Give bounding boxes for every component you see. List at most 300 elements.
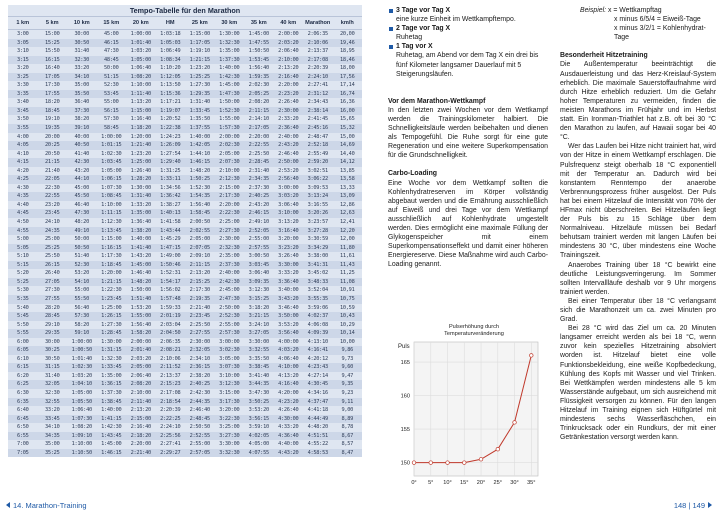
table-cell: 4:06:08	[307, 321, 328, 328]
table-cell: 1:23:20	[130, 150, 151, 157]
table-cell: 1:57:30	[215, 124, 245, 133]
data-point	[479, 457, 483, 461]
table-cell: 24:35	[38, 227, 68, 236]
y-tick-label: 155	[400, 427, 410, 434]
table-cell: 1:53:20	[130, 304, 151, 311]
table-cell: 4:10	[16, 150, 29, 157]
table-cell: 1:09:10	[67, 432, 97, 441]
table-cell: 17:55	[38, 90, 68, 99]
table-cell: 1:35:00	[126, 209, 156, 218]
table-cell: 23:20	[45, 201, 60, 208]
table-cell: 1:42:05	[185, 141, 215, 150]
table-cell: 2:53:20	[278, 167, 299, 174]
table-row	[8, 312, 362, 321]
table-cell: 3:00:00	[278, 184, 299, 191]
table-cell: 2:55:49	[307, 150, 328, 157]
table-cell: 3:12:30	[215, 380, 245, 389]
table-cell: 1:30:00	[219, 31, 240, 37]
table-cell: 1:18:20	[126, 124, 156, 133]
table-cell: 1:40:00	[130, 236, 151, 243]
table-cell: 3:25	[8, 73, 38, 82]
x-tick-label: 25°	[493, 480, 503, 486]
table-cell: 52:30	[104, 82, 119, 89]
table-cell: 1:13:45	[97, 227, 127, 236]
table-cell: 18,46	[333, 56, 363, 65]
table-cell: 5:50	[16, 321, 29, 328]
table-cell: 2:23:45	[185, 312, 215, 321]
table-cell: 6:15	[8, 363, 38, 372]
table-cell: 1:55:00	[219, 116, 240, 123]
table-cell: 4:58:53	[303, 449, 333, 458]
table-row	[8, 269, 362, 278]
table-cell: 1:17:21	[160, 99, 181, 106]
arrow-right-icon	[708, 502, 712, 508]
table-cell: 4:23:20	[274, 398, 304, 407]
table-row	[8, 201, 362, 210]
table-cell: 1:31:40	[189, 99, 210, 106]
table-cell: 1:40:00	[189, 133, 210, 140]
table-cell: 58:45	[97, 124, 127, 133]
section-title-carbo: Carbo-Loading	[388, 170, 437, 178]
table-cell: 1:35:00	[219, 48, 240, 55]
table-row	[8, 244, 362, 253]
bullet-head: 1 Tag vor X	[396, 43, 433, 51]
table-cell: 1:42:30	[215, 73, 245, 82]
table-cell: 32:30	[67, 56, 97, 65]
table-cell: 1:05:03	[156, 39, 186, 48]
table-cell: 4:55:22	[307, 441, 328, 448]
pulse-temperature-chart	[388, 318, 550, 490]
table-row	[8, 355, 362, 364]
table-cell: 4:44:49	[303, 415, 333, 424]
table-cell: 7:05	[8, 449, 38, 458]
table-cell: 2:20:00	[219, 201, 240, 208]
table-row	[8, 304, 362, 313]
table-row	[8, 124, 362, 133]
table-cell: 2:50:00	[274, 158, 304, 167]
table-cell: 1:13:50	[160, 82, 181, 89]
table-cell: 3:41:31	[303, 261, 333, 270]
table-cell: 2:00:00	[130, 338, 151, 345]
table-cell: 1:56:02	[160, 287, 181, 294]
table-row	[8, 372, 362, 381]
table-cell: 48:45	[97, 56, 127, 65]
table-cell: 1:36:42	[156, 192, 186, 201]
table-cell: 2:46:40	[278, 150, 299, 157]
table-cell: 2:52:55	[185, 432, 215, 441]
table-cell: 1:13:20	[130, 99, 151, 106]
table-cell: 4:55	[8, 227, 38, 236]
table-cell: 2:09:10	[189, 253, 210, 260]
table-cell: 2:46:40	[189, 407, 210, 414]
table-cell: 17:05	[38, 73, 68, 82]
table-cell: 6:20	[16, 372, 29, 379]
table-cell: 2:36:40	[274, 124, 304, 133]
tempo-table	[8, 5, 362, 457]
table-cell: 29:35	[38, 329, 68, 338]
table-cell: 2:11:15	[185, 261, 215, 270]
table-cell: 4:40:00	[278, 441, 299, 448]
table-cell: 8,89	[333, 415, 363, 424]
table-cell: 1:00:50	[67, 346, 97, 355]
formula-text: x minus 6/5/4 = Eiweiß-Tage	[614, 16, 701, 24]
table-cell: 3:33:20	[278, 270, 299, 277]
bullet-text: Ruhetag, am Abend vor dem Tag X ein drei bis fünf Kilometer langsamer Dauerlauf mit 5 Steigerungsläufen.	[396, 52, 539, 78]
table-cell: 3:43:20	[274, 295, 304, 304]
right-column	[560, 6, 716, 442]
table-cell: 2:30:00	[274, 107, 304, 116]
table-cell: 4:02:05	[244, 432, 274, 441]
table-cell: 57:30	[67, 312, 97, 321]
table-cell: 3:45:02	[307, 270, 328, 277]
table-cell: 1:25:00	[126, 158, 156, 167]
table-cell: 3:30:00	[274, 261, 304, 270]
table-cell: 55:00	[74, 287, 89, 294]
table-cell: 10,59	[340, 304, 355, 311]
section-text-carbo: Eine Woche vor dem Wettkampf sollten die Kohlenhydratreserven im Körper vollständig abgebaut werden und die Ernährung ausschließlich auf Eiweiß und drei Tage vor dem Wettkampf ausschließlich auf Kohlenhydrate umgestellt werden. Dies ermöglicht eine maximale Füllung der Glykogenspeicher mit einem Superkompensationseffekt und damit einer höheren Energiereserve. Diese Maßnahme wird auch Carbo-Loading genannt.	[388, 179, 548, 269]
table-cell: 11,80	[333, 244, 363, 253]
table-cell: 33:20	[74, 65, 89, 72]
table-cell: 3:13:24	[303, 192, 333, 201]
table-cell: 1:50:25	[185, 175, 215, 184]
table-cell: 1:22:30	[101, 287, 122, 294]
table-cell: 2:18:20	[126, 432, 156, 441]
table-cell: 3:52:04	[307, 287, 328, 294]
table-cell: 16:40	[45, 65, 60, 72]
table-cell: 15,00	[340, 133, 355, 140]
table-cell: 21:15	[38, 158, 68, 167]
table-cell: 4:06:40	[278, 355, 299, 362]
table-cell: 1:43:44	[156, 227, 186, 236]
table-cell: 4:26:40	[278, 407, 299, 414]
table-cell: 2:19:35	[185, 295, 215, 304]
bullet-head: 2 Tage vor Tag X	[396, 25, 451, 33]
table-cell: 42:30	[67, 158, 97, 167]
table-cell: 4:02:37	[303, 312, 333, 321]
table-cell: 1:25:00	[101, 304, 122, 311]
table-cell: 1:44:10	[189, 150, 210, 157]
table-cell: 6:50	[16, 424, 29, 431]
table-cell: 2:20:00	[248, 133, 269, 140]
table-cell: 9,73	[341, 355, 354, 362]
table-cell: 2:28:45	[244, 158, 274, 167]
table-cell: 1:12:30	[101, 219, 122, 226]
table-cell: 20:00	[45, 133, 60, 140]
table-cell: 2:25:50	[248, 150, 269, 157]
table-cell: 1:41:40	[126, 244, 156, 253]
table-cell: 1:36:15	[97, 380, 127, 389]
table-cell: 40:50	[67, 141, 97, 150]
table-row	[8, 141, 362, 150]
table-cell: 4:03:20	[274, 346, 304, 355]
table-cell: 4:27:14	[307, 372, 328, 379]
table-cell: 43:20	[74, 167, 89, 174]
formula-line	[560, 15, 716, 24]
table-cell: 2:31:40	[248, 167, 269, 174]
table-cell: 2:03:04	[160, 321, 181, 328]
table-title: Tempo-Tabelle für den Marathon	[8, 5, 362, 17]
table-cell: 8,47	[333, 449, 363, 458]
table-cell: 53:20	[74, 270, 89, 277]
table-cell: 1:06:49	[160, 48, 181, 55]
table-row	[8, 73, 362, 82]
table-cell: 1:01:40	[71, 355, 92, 362]
table-cell: 1:27:30	[189, 82, 210, 89]
table-cell: 1:33:11	[156, 175, 186, 184]
x-tick-label: 15°	[460, 480, 469, 486]
table-cell: 3:23:57	[307, 219, 328, 226]
table-cell: 27:55	[38, 295, 68, 304]
table-cell: 46:15	[97, 39, 127, 48]
table-cell: 1:48:20	[126, 278, 156, 287]
table-cell: 2:13:37	[160, 372, 181, 379]
section-title-heat: Besonderheit Hitzetraining	[560, 52, 648, 60]
table-cell: 10,14	[333, 329, 363, 338]
table-cell: 5:05	[8, 244, 38, 253]
table-cell: 3:40:00	[278, 287, 299, 294]
table-cell: 18,95	[340, 48, 355, 55]
table-cell: 2:57:55	[244, 244, 274, 253]
table-cell: 1:21:15	[97, 278, 127, 287]
table-cell: 3:10:00	[274, 209, 304, 218]
table-row	[8, 286, 362, 295]
table-cell: 9,35	[333, 380, 363, 389]
table-cell: 1:32:30	[101, 355, 122, 362]
table-cell: 3:38:45	[244, 363, 274, 372]
table-cell: 21:40	[45, 167, 60, 174]
table-cell: 19:35	[38, 124, 68, 133]
table-cell: 4:15	[8, 158, 38, 167]
table-cell: 47:30	[104, 48, 119, 55]
table-cell: 1:43:20	[130, 253, 151, 260]
table-cell: 9,00	[341, 407, 354, 414]
table-cell: 3:02:51	[307, 167, 328, 174]
table-cell: 26:15	[38, 261, 68, 270]
table-cell: 1:37:55	[185, 124, 215, 133]
table-cell: 13,33	[340, 184, 355, 191]
table-cell: 3:05:00	[219, 355, 240, 362]
table-cell: 2:50:00	[219, 304, 240, 311]
table-cell: 4:13:10	[307, 338, 328, 345]
table-cell: 1:56:40	[248, 65, 269, 72]
table-cell: 3:47:30	[248, 389, 269, 396]
table-cell: 2:34:10	[189, 355, 210, 362]
table-cell: 1:45:00	[101, 441, 122, 448]
table-cell: 3:00:00	[219, 338, 240, 345]
table-cell: 2:31:12	[303, 90, 333, 99]
table-cell: 13,58	[333, 175, 363, 184]
data-point	[446, 461, 450, 465]
table-cell: 36:40	[74, 99, 89, 106]
table-cell: 2:20:39	[307, 65, 328, 72]
table-cell: 11,61	[340, 253, 355, 260]
table-cell: 2:08:20	[126, 380, 156, 389]
table-cell: 2:55:00	[248, 236, 269, 243]
table-cell: 2:25:00	[219, 219, 240, 226]
table-cell: 2:10:00	[130, 389, 151, 396]
table-cell: 2:02:30	[215, 141, 245, 150]
table-cell: 2:13:20	[278, 65, 299, 72]
table-cell: 32:30	[45, 389, 60, 396]
x-tick-label: 5°	[428, 480, 434, 486]
table-row	[8, 432, 362, 441]
table-cell: 3:48:33	[303, 278, 333, 287]
table-cell: 5:30	[16, 287, 29, 294]
table-row	[8, 158, 362, 167]
table-cell: 6:45	[8, 415, 38, 424]
table-cell: 2:05:25	[244, 90, 274, 99]
table-cell: 3:00:50	[248, 253, 269, 260]
table-cell: 1:17:30	[101, 253, 122, 260]
table-cell: 39:10	[67, 124, 97, 133]
table-cell: 6:40	[16, 407, 29, 414]
table-row	[8, 81, 362, 90]
table-cell: 3:56:40	[274, 329, 304, 338]
table-cell: 3:18:20	[248, 304, 269, 311]
table-cell: 18:45	[38, 107, 68, 116]
table-cell: 3:59:10	[248, 424, 269, 431]
table-cell: 24:10	[45, 219, 60, 226]
table-cell: 9,47	[341, 372, 354, 379]
table-cell: 1:21:15	[185, 56, 215, 65]
table-cell: 2:40:00	[219, 270, 240, 277]
table-row	[8, 56, 362, 65]
table-cell: 35:50	[67, 90, 97, 99]
table-cell: 1:04:10	[67, 380, 97, 389]
table-cell: 2:55:00	[189, 441, 210, 448]
table-cell: 3:50	[16, 116, 29, 123]
table-cell: 1:35:50	[189, 116, 210, 123]
table-cell: 1:37:30	[215, 56, 245, 65]
section-text-pre-race: In den letzten zwei Wochen vor dem Wettkampf werden die Trainingskilometer halbiert. Die Schnelligkeitsläufe werden beibehalten und dienen als Tempogefühl. Die Ruhe sorgt für eine gute Regeneration und eine weitere Superkompensation für die Grundschnelligkeit.	[388, 106, 548, 160]
table-cell: 6:05	[8, 346, 38, 355]
table-cell: 2:32:30	[215, 244, 245, 253]
table-cell: 4:33:20	[278, 424, 299, 431]
table-cell: 10,29	[340, 321, 355, 328]
table-cell: 1:15:36	[156, 90, 186, 99]
x-tick-label: 0°	[411, 480, 417, 486]
table-cell: 3:10:00	[219, 372, 240, 379]
table-cell: 17,14	[340, 82, 355, 89]
table-cell: 1:02:30	[67, 363, 97, 372]
table-row	[8, 133, 362, 142]
table-cell: 30:50	[45, 355, 60, 362]
column-header: 35 km	[244, 17, 274, 30]
table-cell: 6:30	[16, 389, 29, 396]
table-cell: 1:40:00	[101, 407, 122, 414]
chart-title-line1: Pulserhöhung durch	[448, 324, 500, 330]
table-cell: 1:19:10	[189, 48, 210, 55]
table-cell: 1:38:45	[97, 398, 127, 407]
table-cell: 17:30	[45, 82, 60, 89]
table-cell: 16:15	[38, 56, 68, 65]
table-cell: 47:30	[67, 209, 97, 218]
table-cell: 3:50:00	[274, 312, 304, 321]
table-cell: 1:10:50	[67, 449, 97, 458]
table-cell: 2:37:30	[215, 261, 245, 270]
table-cell: 1:29:35	[185, 90, 215, 99]
table-cell: 20:25	[38, 141, 68, 150]
table-cell: 6:55	[8, 432, 38, 441]
table-cell: 1:00:00	[130, 31, 151, 37]
table-cell: 1:47:55	[244, 39, 274, 48]
table-cell: 5:35	[8, 295, 38, 304]
table-cell: 8,67	[333, 432, 363, 441]
table-cell: 13,09	[333, 192, 363, 201]
table-cell: 3:26:40	[278, 253, 299, 260]
table-cell: 1:50:46	[156, 261, 186, 270]
table-row	[8, 167, 362, 176]
table-cell: 1:08:20	[71, 424, 92, 431]
table-cell: 50:50	[67, 244, 97, 253]
heat-paragraph-2: Wer das Laufen bei Hitze nicht trainiert hat, wird von der Hitze in einem Wettkampf erschlagen. Die Pulsfrequenz steigt oberhalb 18 °C exponentiell mit der Temperatur an. Dadurch wird bei konstantem Renntempo der anaerobe Verbrennungsprozess früher ausgelöst. Der Puls hat bei einem Hitzelauf die Intensität von 70% der HFmax nicht überschreiten. Bei Hitzeläufen liegt der Puls bis zu 15 Schläge über dem Normalniveau. Hitzeläufe müssen bei Bedarf behutsam trainiert werden mit langen Läufen bei mindestens 30 °C, über mindestens eine Woche Trainingszeit.	[560, 143, 716, 260]
table-row	[8, 338, 362, 347]
table-cell: 2:27:30	[215, 227, 245, 236]
table-cell: 45:00	[104, 31, 119, 37]
column-header: HM	[156, 17, 186, 30]
table-cell: 9,86	[333, 346, 363, 355]
table-cell: 4:40	[16, 201, 29, 208]
table-cell: 34:10	[45, 424, 60, 431]
bullet-head: 3 Tage vor Tag X	[396, 7, 451, 14]
table-cell: 27:05	[38, 278, 68, 287]
table-cell: 51:40	[74, 253, 89, 260]
table-row	[8, 449, 362, 458]
table-cell: 5:45	[8, 312, 38, 321]
table-cell: 2:23:20	[274, 90, 304, 99]
table-row	[8, 107, 362, 116]
table-cell: 4:34:16	[307, 389, 328, 396]
table-cell: 51:15	[97, 73, 127, 82]
heat-paragraph-5: Bei 28 °C wird das Ziel um ca. 20 Minuten langsamer erreicht werden als bei 18 °C, wenn zuvor kein spezielles Hitzetraining absolviert worden ist. Hitzelauf bietet eine volle Funktionsbekleidung, eine weiße Kopfbedeckung, Kühlung des Kopfs mit Wasser und viel Trinken. Bei Wettkämpfen werden mindestens alle 5 km Wasserstände aufgebaut, um sich ausreichend mit Flüssigkeit versorgen zu können. Für den langen Hitzelauf im Training eignen sich Hüftgürtel mit mindestens sechs Wasserfläschchen, ein Trinkrucksack oder ein Rundkurs, der mit einer Getränkestation versorgt werden kann.	[560, 325, 716, 442]
table-cell: 2:48:47	[307, 133, 328, 140]
table-cell: 35:00	[74, 82, 89, 89]
table-cell: 2:30:00	[189, 338, 210, 345]
table-cell: 49:10	[67, 227, 97, 236]
table-cell: 1:20:00	[101, 270, 122, 277]
table-cell: 10,91	[340, 287, 355, 294]
table-cell: 1:59:33	[160, 304, 181, 311]
table-cell: 2:27:41	[160, 441, 181, 448]
table-cell: 2:17:08	[303, 56, 333, 65]
table-cell: 1:03:20	[130, 48, 151, 55]
table-cell: 1:46:15	[97, 449, 127, 458]
table-cell: 12,20	[333, 227, 363, 236]
table-cell: 2:17:05	[244, 124, 274, 133]
x-tick-label: 20°	[476, 480, 486, 486]
table-cell: 3:36:40	[274, 278, 304, 287]
table-cell: 2:21:40	[189, 304, 210, 311]
table-cell: 1:58:20	[126, 329, 156, 338]
table-cell: 1:50:00	[130, 287, 151, 294]
table-cell: 2:06:40	[130, 372, 151, 379]
table-cell: 2:26:40	[278, 99, 299, 106]
table-cell: 1:16:40	[130, 116, 151, 123]
table-cell: 28:45	[38, 312, 68, 321]
table-cell: 3:09:53	[307, 184, 328, 191]
table-cell: 3:06:40	[248, 270, 269, 277]
table-cell: 2:10:00	[219, 167, 240, 174]
table-cell: 3:53:20	[248, 407, 269, 414]
table-cell: 8,78	[341, 424, 354, 431]
table-cell: 3:45	[8, 107, 38, 116]
table-cell: 4:00	[16, 133, 29, 140]
table-row	[8, 261, 362, 270]
table-cell: 2:35:00	[219, 253, 240, 260]
table-cell: 3:03:20	[274, 192, 304, 201]
table-cell: 3:55:35	[303, 295, 333, 304]
table-cell: 3:27:28	[303, 227, 333, 236]
